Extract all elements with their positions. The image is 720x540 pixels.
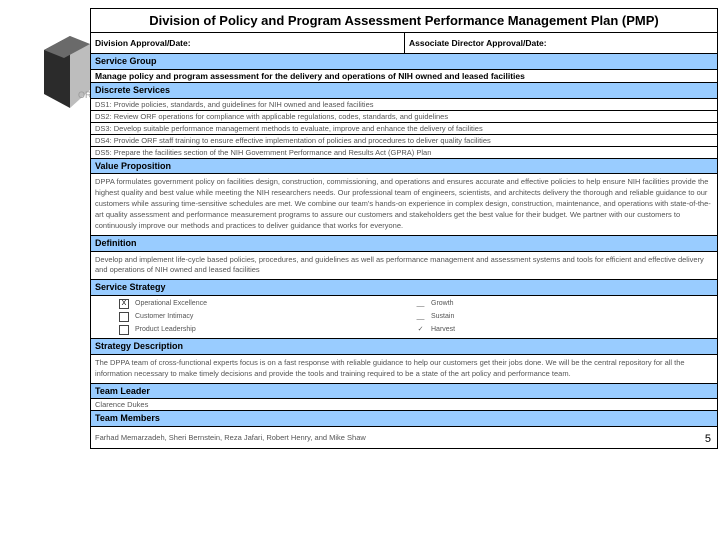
strategy-mark[interactable]: ✓	[417, 325, 424, 333]
strategy-option-label: Harvest	[431, 325, 456, 333]
value-proposition-text: DPPA formulates government policy on facilities design, construction, commissioning, and operations and ensures accurate and effective policies to help ensure NIH facilities provide the highest quality and best value while meeting the NIH researchers needs. Our professional team of engineers, scientists, and architects delivery the thorough and reliable guidance to our customers while assuring time-sensitive schedules are met. We combine our team's hands-on experience in complex design, construction, maintenance, and operations with state-of-the-art quality assessment and performance measurement programs to assure our customers and stakeholders get the best value for their budget. We partner with our customers to continuously improve our methods and practices to deliver guidance that works for everyone.	[91, 174, 717, 235]
approval-row	[91, 33, 717, 54]
discrete-service-item: DS4: Provide ORF staff training to ensure effective implementation of policies and procedures to deliver quality facilities	[91, 135, 717, 147]
strategy-option-label: Sustain	[431, 312, 455, 320]
discrete-services-header: Discrete Services	[91, 83, 717, 99]
team-leader-value: Clarence Dukes	[91, 399, 717, 411]
strategy-option-sustain[interactable]	[416, 312, 713, 322]
team-members-header: Team Members	[91, 411, 717, 427]
strategy-option-label: Product Leadership	[135, 325, 196, 333]
strategy-option-product-leadership[interactable]	[119, 325, 416, 335]
value-proposition-header: Value Proposition	[91, 159, 717, 175]
strategy-option-customer-intimacy[interactable]	[119, 312, 416, 322]
page-title: Division of Policy and Program Assessment Performance Management Plan (PMP)	[91, 9, 717, 33]
strategy-description-text: The DPPA team of cross-functional experts focus is on a fast response with reliable guidance to help our customers get their jobs done. We will be the central repository for all the information necessary to make timely decisions and provide the tools and training required to be a state of the art policy and performance team.	[91, 355, 717, 384]
definition-text: Develop and implement life-cycle based policies, procedures, and guidelines as well as performance management and assessment systems and tools for efficient and effective delivery and operations of NIH owned and leased facilities	[91, 252, 717, 281]
strategy-checkbox[interactable]: X	[119, 299, 129, 309]
strategy-option-label: Operational Excellence	[135, 299, 207, 307]
service-strategy-header: Service Strategy	[91, 280, 717, 296]
division-approval-field[interactable]: Division Approval/Date:	[91, 33, 405, 53]
service-group-value: Manage policy and program assessment for the delivery and operations of NIH owned and leased facilities	[91, 70, 717, 83]
discrete-service-item: DS5: Prepare the facilities section of the NIH Government Performance and Results Act (GPRA) Plan	[91, 147, 717, 159]
team-members-value	[91, 427, 717, 448]
strategy-option-harvest[interactable]	[416, 325, 713, 335]
discrete-service-item: DS1: Provide policies, standards, and guidelines for NIH owned and leased facilities	[91, 99, 717, 111]
pmp-form	[90, 8, 718, 449]
discrete-service-item: DS2: Review ORF operations for compliance with applicable regulations, codes, standards, and guidelines	[91, 111, 717, 123]
page-number: 5	[704, 433, 711, 446]
strategy-option-label: Growth	[431, 299, 454, 307]
service-strategy-options	[91, 296, 717, 339]
definition-header: Definition	[91, 236, 717, 252]
team-members-text: Farhad Memarzadeh, Sheri Bernstein, Reza Jafari, Robert Henry, and Mike Shaw	[95, 433, 366, 443]
strategy-mark[interactable]: __	[416, 299, 425, 307]
associate-approval-field[interactable]: Associate Director Approval/Date:	[409, 37, 547, 48]
strategy-description-header: Strategy Description	[91, 339, 717, 355]
strategy-option-growth[interactable]	[416, 299, 713, 309]
strategy-checkbox[interactable]	[119, 312, 129, 322]
service-group-header: Service Group	[91, 54, 717, 70]
discrete-service-item: DS3: Develop suitable performance management methods to evaluate, improve and enhance the delivery of facilities	[91, 123, 717, 135]
strategy-option-operational-excellence[interactable]	[119, 299, 416, 309]
logo-text: OR	[78, 90, 92, 100]
strategy-option-label: Customer Intimacy	[135, 312, 194, 320]
strategy-checkbox[interactable]	[119, 325, 129, 335]
team-leader-header: Team Leader	[91, 384, 717, 400]
strategy-mark[interactable]: __	[416, 312, 425, 320]
